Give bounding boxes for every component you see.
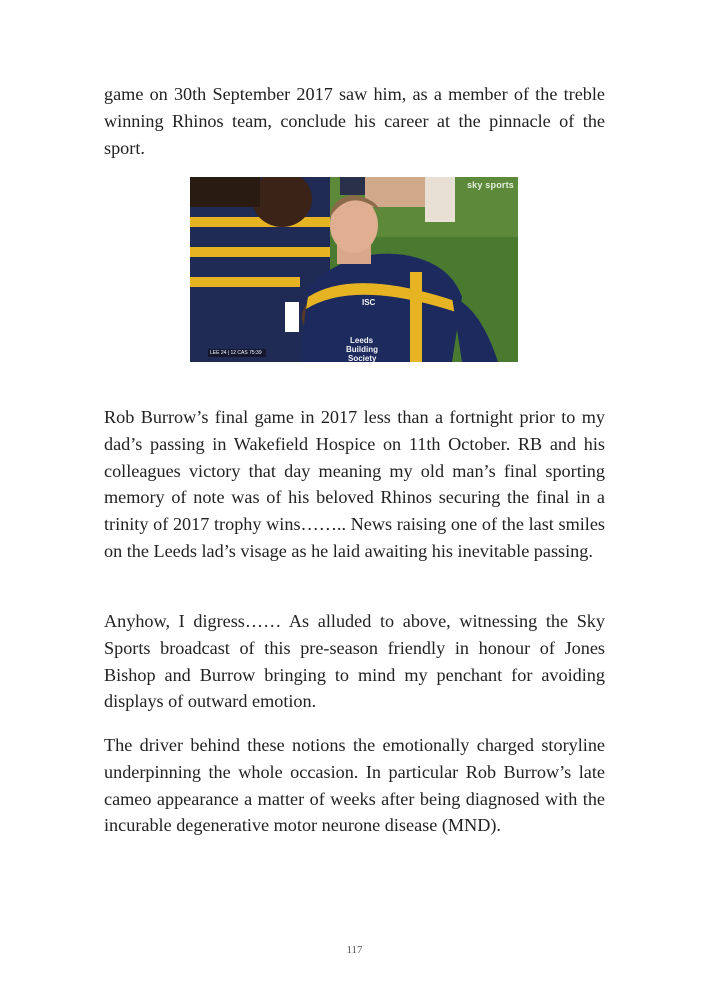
score-bug: LEE 24 | 12 CAS 75:39	[208, 349, 266, 357]
shirt-sponsor-line2: Building	[346, 345, 378, 354]
shirt-badge-text: ISC	[362, 298, 376, 307]
paragraph-digress: Anyhow, I digress…… As alluded to above, witnessing the Sky Sports broadcast of this pre-season friendly in honour of Jones Bishop and Burrow bringing to mind my penchant for avoiding displays of outward emotion.	[104, 611, 605, 712]
shirt-sponsor-line1: Leeds	[350, 336, 374, 345]
shirt-sponsor-line3: Society	[348, 354, 377, 362]
page-number: 117	[346, 944, 363, 956]
paragraph-final-game: Rob Burrow’s final game in 2017 less than a fortnight prior to my dad’s passing in Wakefield Hospice on 11th October. RB and his colleagues victory that day meaning my old man’s final sporting memory of note was of his beloved Rhinos securing the final in a trinity of 2017 trophy wins…….. News raising one of the last smiles on the Leeds lad’s visage as he laid awaiting his inevitable passing.	[104, 407, 605, 561]
photo-scene	[190, 177, 518, 362]
rugby-broadcast-photo	[190, 177, 518, 362]
sky-sports-logo: sky sports	[466, 180, 514, 190]
paragraph-career-conclusion: game on 30th September 2017 saw him, as a member of the treble winning Rhinos team, conclude his career at the pinnacle of the sport.	[104, 84, 605, 158]
paragraph-driver: The driver behind these notions the emotionally charged storyline underpinning the whole occasion. In particular Rob Burrow’s late cameo appearance a matter of weeks after being diagnosed with the incurable degenerative motor neurone disease (MND).	[104, 735, 605, 836]
